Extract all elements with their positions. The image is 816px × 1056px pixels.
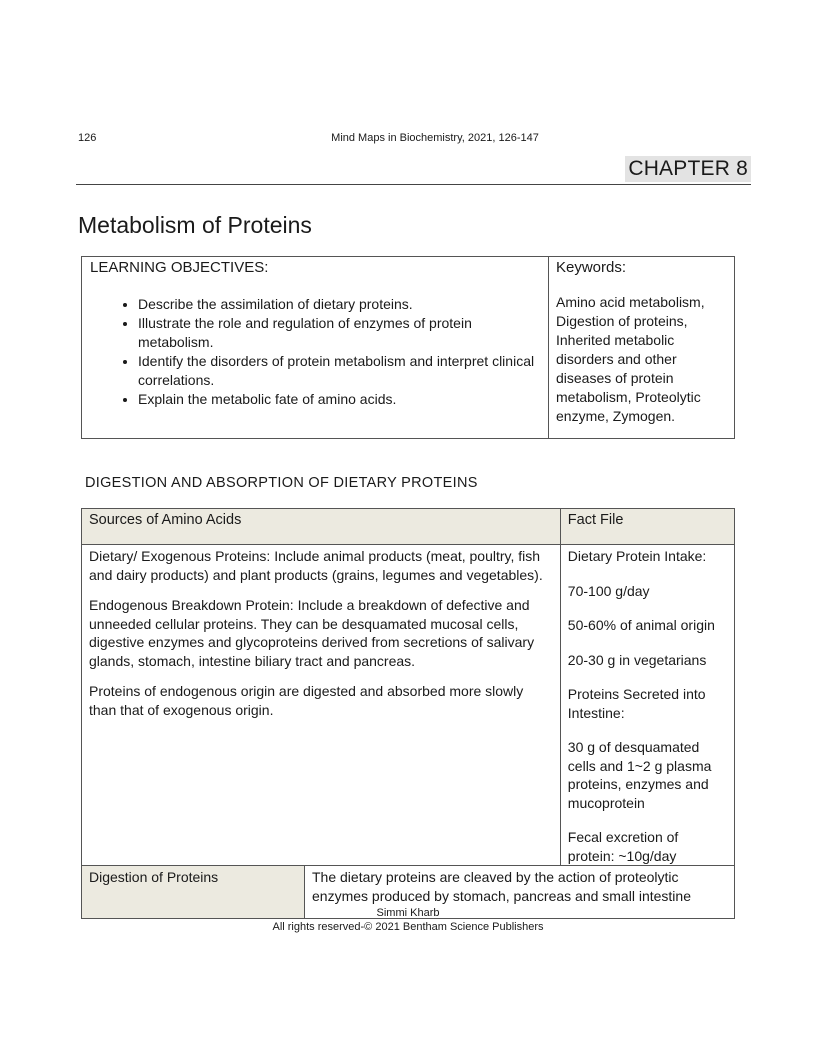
learning-objectives-heading: LEARNING OBJECTIVES: [90, 259, 269, 276]
fact-item: Dietary Protein Intake: [567, 548, 707, 564]
footer-rights: All rights reserved-© 2021 Bentham Science Publishers [272, 921, 544, 933]
fact-item: Proteins Secreted into Intestine: [567, 686, 706, 721]
running-head: Mind Maps in Biochemistry, 2021, 126-147 [331, 132, 539, 144]
list-item: • Identify the disorders of protein metabolism and interpret clinical correlations. [138, 352, 540, 390]
page-title: Metabolism of Proteins [78, 212, 312, 238]
list-item: • Describe the assimilation of dietary proteins. [138, 295, 540, 314]
keywords-heading: Keywords: [556, 259, 627, 276]
fact-file-header: Fact File [560, 509, 734, 545]
sources-paragraph: Proteins of endogenous origin are digested and absorbed more slowly than that of exogenous origin. [89, 683, 524, 718]
sources-body [82, 545, 561, 866]
fact-item: 30 g of desquamated cells and 1~2 g plasma proteins, enzymes and mucoprotein [567, 739, 712, 811]
list-item: • Explain the metabolic fate of amino acids. [138, 390, 540, 409]
sources-paragraph: Dietary/ Exogenous Proteins: Include animal products (meat, poultry, fish and dairy products) and plant products (grains, legumes and vegetables). [89, 548, 543, 583]
sources-header: Sources of Amino Acids [82, 509, 561, 545]
objectives-list [90, 295, 540, 409]
digestion-label: Digestion of Proteins [82, 866, 305, 919]
fact-item: 70-100 g/day [567, 582, 650, 599]
objectives-table [81, 256, 735, 439]
keywords-cell [549, 257, 735, 439]
fact-file-body [560, 545, 734, 866]
page-number: 126 [78, 132, 97, 144]
header-rule [76, 184, 751, 185]
fact-item: 20-30 g in vegetarians [567, 651, 707, 668]
fact-item: Fecal excretion of protein: ~10g/day [567, 829, 679, 864]
digestion-text: The dietary proteins are cleaved by the action of proteolytic enzymes produced by stomach, pancreas and small intestine [305, 866, 735, 919]
digestion-table [81, 508, 735, 919]
keywords-text: Amino acid metabolism, Digestion of proteins, Inherited metabolic disorders and other diseases of protein metabolism, Proteolytic enzyme, Zymogen. [556, 294, 705, 424]
fact-item: 50-60% of animal origin [567, 617, 715, 633]
section-heading: DIGESTION AND ABSORPTION OF DIETARY PROTEINS [85, 475, 478, 491]
list-item: • Illustrate the role and regulation of enzymes of protein metabolism. [138, 314, 540, 352]
chapter-label: CHAPTER 8 [625, 156, 751, 182]
learning-objectives-cell [82, 257, 549, 439]
sources-paragraph: Endogenous Breakdown Protein: Include a breakdown of defective and unneeded cellular proteins. They can be desquamated mucosal cells, digestive enzymes and glycoproteins derived from secretions of salivary glands, stomach, intestine biliary tract and pancreas. [89, 597, 535, 669]
footer-author: Simmi Kharb [376, 907, 440, 919]
